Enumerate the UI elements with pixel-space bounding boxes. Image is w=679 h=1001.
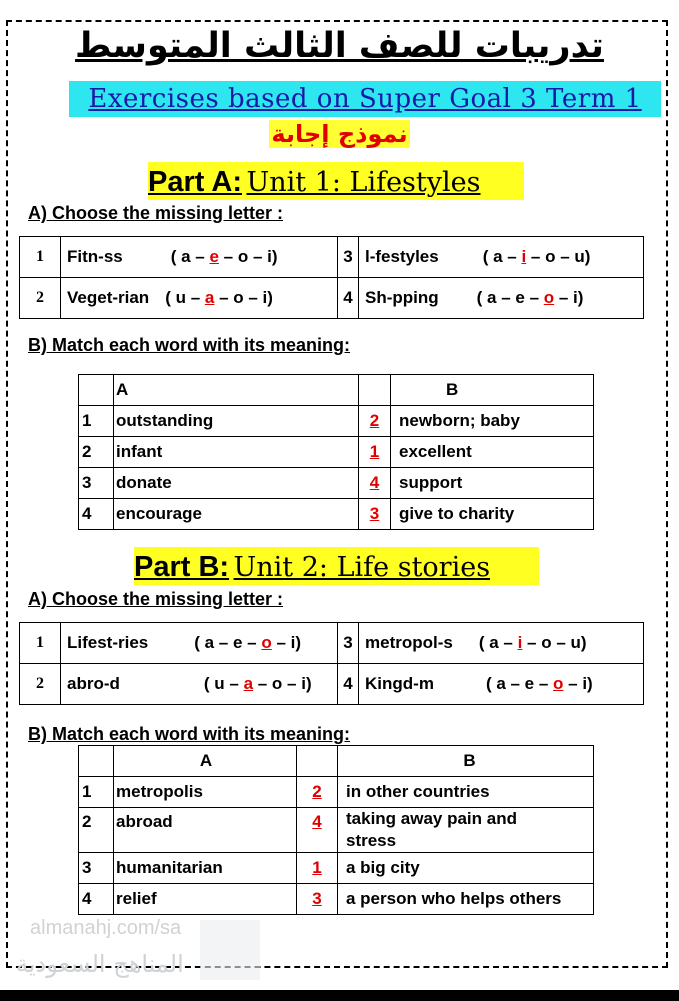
match-meaning: in other countries <box>338 777 594 808</box>
part-a-match-heading: B) Match each word with its meaning: <box>28 335 351 355</box>
row-number: 1 <box>79 406 114 437</box>
answer-letter: i <box>521 247 527 266</box>
match-answer: 2 <box>297 777 338 808</box>
item-number: 3 <box>338 237 359 278</box>
table-row <box>79 468 594 499</box>
item-number: 4 <box>338 278 359 319</box>
table-row <box>79 437 594 468</box>
row-number: 2 <box>79 808 114 853</box>
match-answer: 3 <box>359 499 391 530</box>
missing-item: Kingd-m ( a – e – o – i) <box>359 664 644 705</box>
match-meaning: newborn; baby <box>391 406 594 437</box>
answer-letter: a <box>204 288 215 307</box>
match-answer: 1 <box>297 853 338 884</box>
part-a-unit: Unit 1: Lifestyles <box>246 167 481 198</box>
page-title-arabic: تدريبات للصف الثالث المتوسط <box>75 26 604 66</box>
answer-letter: i <box>517 633 523 652</box>
match-answer: 3 <box>297 884 338 915</box>
row-number: 3 <box>79 468 114 499</box>
missing-item: metropol-s ( a – i – o – u) <box>359 623 644 664</box>
watermark-logo <box>200 920 260 980</box>
answer-letter: o <box>543 288 555 307</box>
table-row <box>20 664 644 705</box>
match-meaning: give to charity <box>391 499 594 530</box>
watermark-arabic: المناهج السعودية <box>16 950 184 978</box>
missing-item: Sh-pping ( a – e – o – i) <box>359 278 644 319</box>
match-word: abroad <box>114 808 297 853</box>
table-header-row <box>79 746 594 777</box>
part-b-choose-heading: A) Choose the missing letter : <box>28 589 284 609</box>
table-row <box>79 808 594 853</box>
item-number: 1 <box>20 623 61 664</box>
part-b-missing-table <box>19 622 644 705</box>
missing-item: abro-d ( u – a – o – i) <box>61 664 338 705</box>
row-number: 4 <box>79 499 114 530</box>
answer-letter: o <box>261 633 272 652</box>
table-row <box>20 623 644 664</box>
match-meaning: a person who helps others <box>338 884 594 915</box>
match-word: donate <box>114 468 359 499</box>
table-row <box>79 777 594 808</box>
table-row <box>79 499 594 530</box>
part-b-match-heading: B) Match each word with its meaning: <box>28 724 351 744</box>
item-number: 2 <box>20 278 61 319</box>
answer-model-label: نموذج إجابة <box>271 120 408 148</box>
match-meaning: support <box>391 468 594 499</box>
column-b-header: B <box>338 746 594 777</box>
match-word: infant <box>114 437 359 468</box>
part-a-missing-table <box>19 236 644 319</box>
row-number: 1 <box>79 777 114 808</box>
table-header-row <box>79 375 594 406</box>
table-row <box>79 853 594 884</box>
missing-item: Fitn-ss ( a – e – o – i) <box>61 237 338 278</box>
page-subtitle: Exercises based on Super Goal 3 Term 1 <box>69 81 661 117</box>
answer-letter: a <box>243 674 254 693</box>
row-number: 3 <box>79 853 114 884</box>
match-word: humanitarian <box>114 853 297 884</box>
column-a-header: A <box>114 746 297 777</box>
item-number: 4 <box>338 664 359 705</box>
part-a-label: Part A: <box>148 166 242 198</box>
match-word: metropolis <box>114 777 297 808</box>
column-a-header: A <box>114 375 359 406</box>
watermark-site: almanahj.com/sa <box>30 917 182 939</box>
table-row <box>20 237 644 278</box>
part-b-match-table <box>78 745 594 915</box>
match-word: relief <box>114 884 297 915</box>
item-number: 2 <box>20 664 61 705</box>
table-row <box>79 406 594 437</box>
table-row <box>20 278 644 319</box>
row-number: 4 <box>79 884 114 915</box>
match-word: encourage <box>114 499 359 530</box>
item-number: 1 <box>20 237 61 278</box>
answer-letter: o <box>553 674 564 693</box>
match-answer: 1 <box>359 437 391 468</box>
match-meaning: a big city <box>338 853 594 884</box>
missing-item: Lifest-ries ( a – e – o – i) <box>61 623 338 664</box>
row-number: 2 <box>79 437 114 468</box>
part-b-label: Part B: <box>134 551 230 583</box>
table-row <box>79 884 594 915</box>
missing-item: l-festyles ( a – i – o – u) <box>359 237 644 278</box>
match-answer: 2 <box>359 406 391 437</box>
column-b-header: B <box>391 375 594 406</box>
item-number: 3 <box>338 623 359 664</box>
bottom-bar <box>0 990 679 1001</box>
missing-item: Veget-rian ( u – a – o – i) <box>61 278 338 319</box>
part-a-title <box>148 162 524 200</box>
answer-letter: e <box>209 247 219 266</box>
part-b-title <box>134 547 539 585</box>
match-meaning: excellent <box>391 437 594 468</box>
part-b-unit: Unit 2: Life stories <box>233 552 491 583</box>
part-a-match-table <box>78 374 594 530</box>
match-answer: 4 <box>359 468 391 499</box>
part-a-choose-heading: A) Choose the missing letter : <box>28 203 284 223</box>
match-meaning: taking away pain and stress <box>338 808 594 853</box>
match-word: outstanding <box>114 406 359 437</box>
match-answer: 4 <box>297 808 338 853</box>
